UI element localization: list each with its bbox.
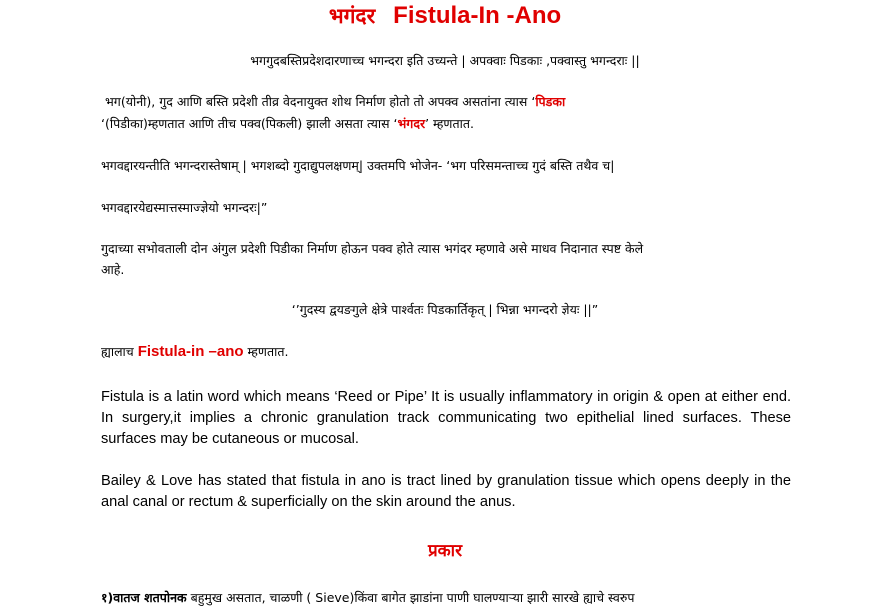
last-line-bold: १)वातज शतपोनक [101,590,187,605]
para3-red-term: Fistula-in –ano [137,343,244,360]
para1-red-term: पिडका [535,94,566,109]
para1-line1-text: भग(योनी), गुद आणि बस्ति प्रदेशी तीव्र वेदनायुक्त शोथ निर्माण होतो तो अपक्व असतांना त्यास ‘ [105,94,536,109]
para1-red-term-2: भंगदर [397,116,426,131]
title-marathi: भगंदर [328,4,376,28]
shloka-2-line1: भगवद्दारयन्तीति भगन्दरास्तेषाम् | भगशब्दो गुदाद्युपलक्षणम्| उक्तमपि भोजेन- ‘भग परिसमन्ताच्च गुदं बस्ति तथैव च| [101,158,615,173]
para3 [101,344,288,360]
title-english: Fistula-In -Ano [393,2,562,29]
shloka-2-line2: भगवद्दारयेद्यस्मात्तस्माज्ज्ञेयो भगन्दरः|” [101,200,268,215]
section-heading-prakar: प्रकार [427,541,463,561]
para2-line1: गुदाच्या सभोवताली दोन अंगुल प्रदेशी पिडीका निर्माण होऊन पक्व होते त्यास भगंदर म्हणावे असे माधव निदानात स्पष्ट केले [101,241,644,256]
shloka-1: भगगुदबस्तिप्रदेशदारणाच्च भगन्दरा इति उच्यन्ते | अपक्वाः पिडकाः ,पक्वास्तु भगन्दराः || [250,53,640,68]
english-paragraph-1: Fistula is a latin word which means ‘Reed or Pipe’ It is usually inflammatory in origin & open at either end. In surgery,it implies a chronic granulation track communicating two epithelial lined surfaces. These surfaces may be cutaneous or mucosal. [101,389,791,447]
para1-line1 [105,94,565,110]
para1-line2 [101,116,474,132]
shloka-3: ‘’गुदस्य द्वयङगुले क्षेत्रे पार्श्वतः पिडकार्तिकृत् | भिन्ना भगन्दरो ज्ञेयः ||” [291,302,599,317]
last-line-text: बहुमुख असतात, चाळणी ( Sieve)किंवा बागेत झाडांना पाणी घालण्याऱ्या झारी सारखे ह्याचे स्वरुप [186,590,635,605]
para2-line2: आहे. [101,262,125,277]
english-paragraph-2: Bailey & Love has stated that fistula in ano is tract lined by granulation tissue which opens deeply in the anal canal or rectum & superficially on the skin around the anus. [101,473,791,510]
para3-suffix: म्हणतात. [243,344,289,359]
para1-line2-b: ’ म्हणतात. [425,116,474,131]
para1-line2-a: ‘(पिडीका)म्हणतात आणि तीच पक्व(पिकली) झाली असता त्यास ‘ [101,116,398,131]
para3-prefix: ह्यालाच [101,344,138,359]
last-line [101,590,634,606]
document-title [0,2,890,30]
